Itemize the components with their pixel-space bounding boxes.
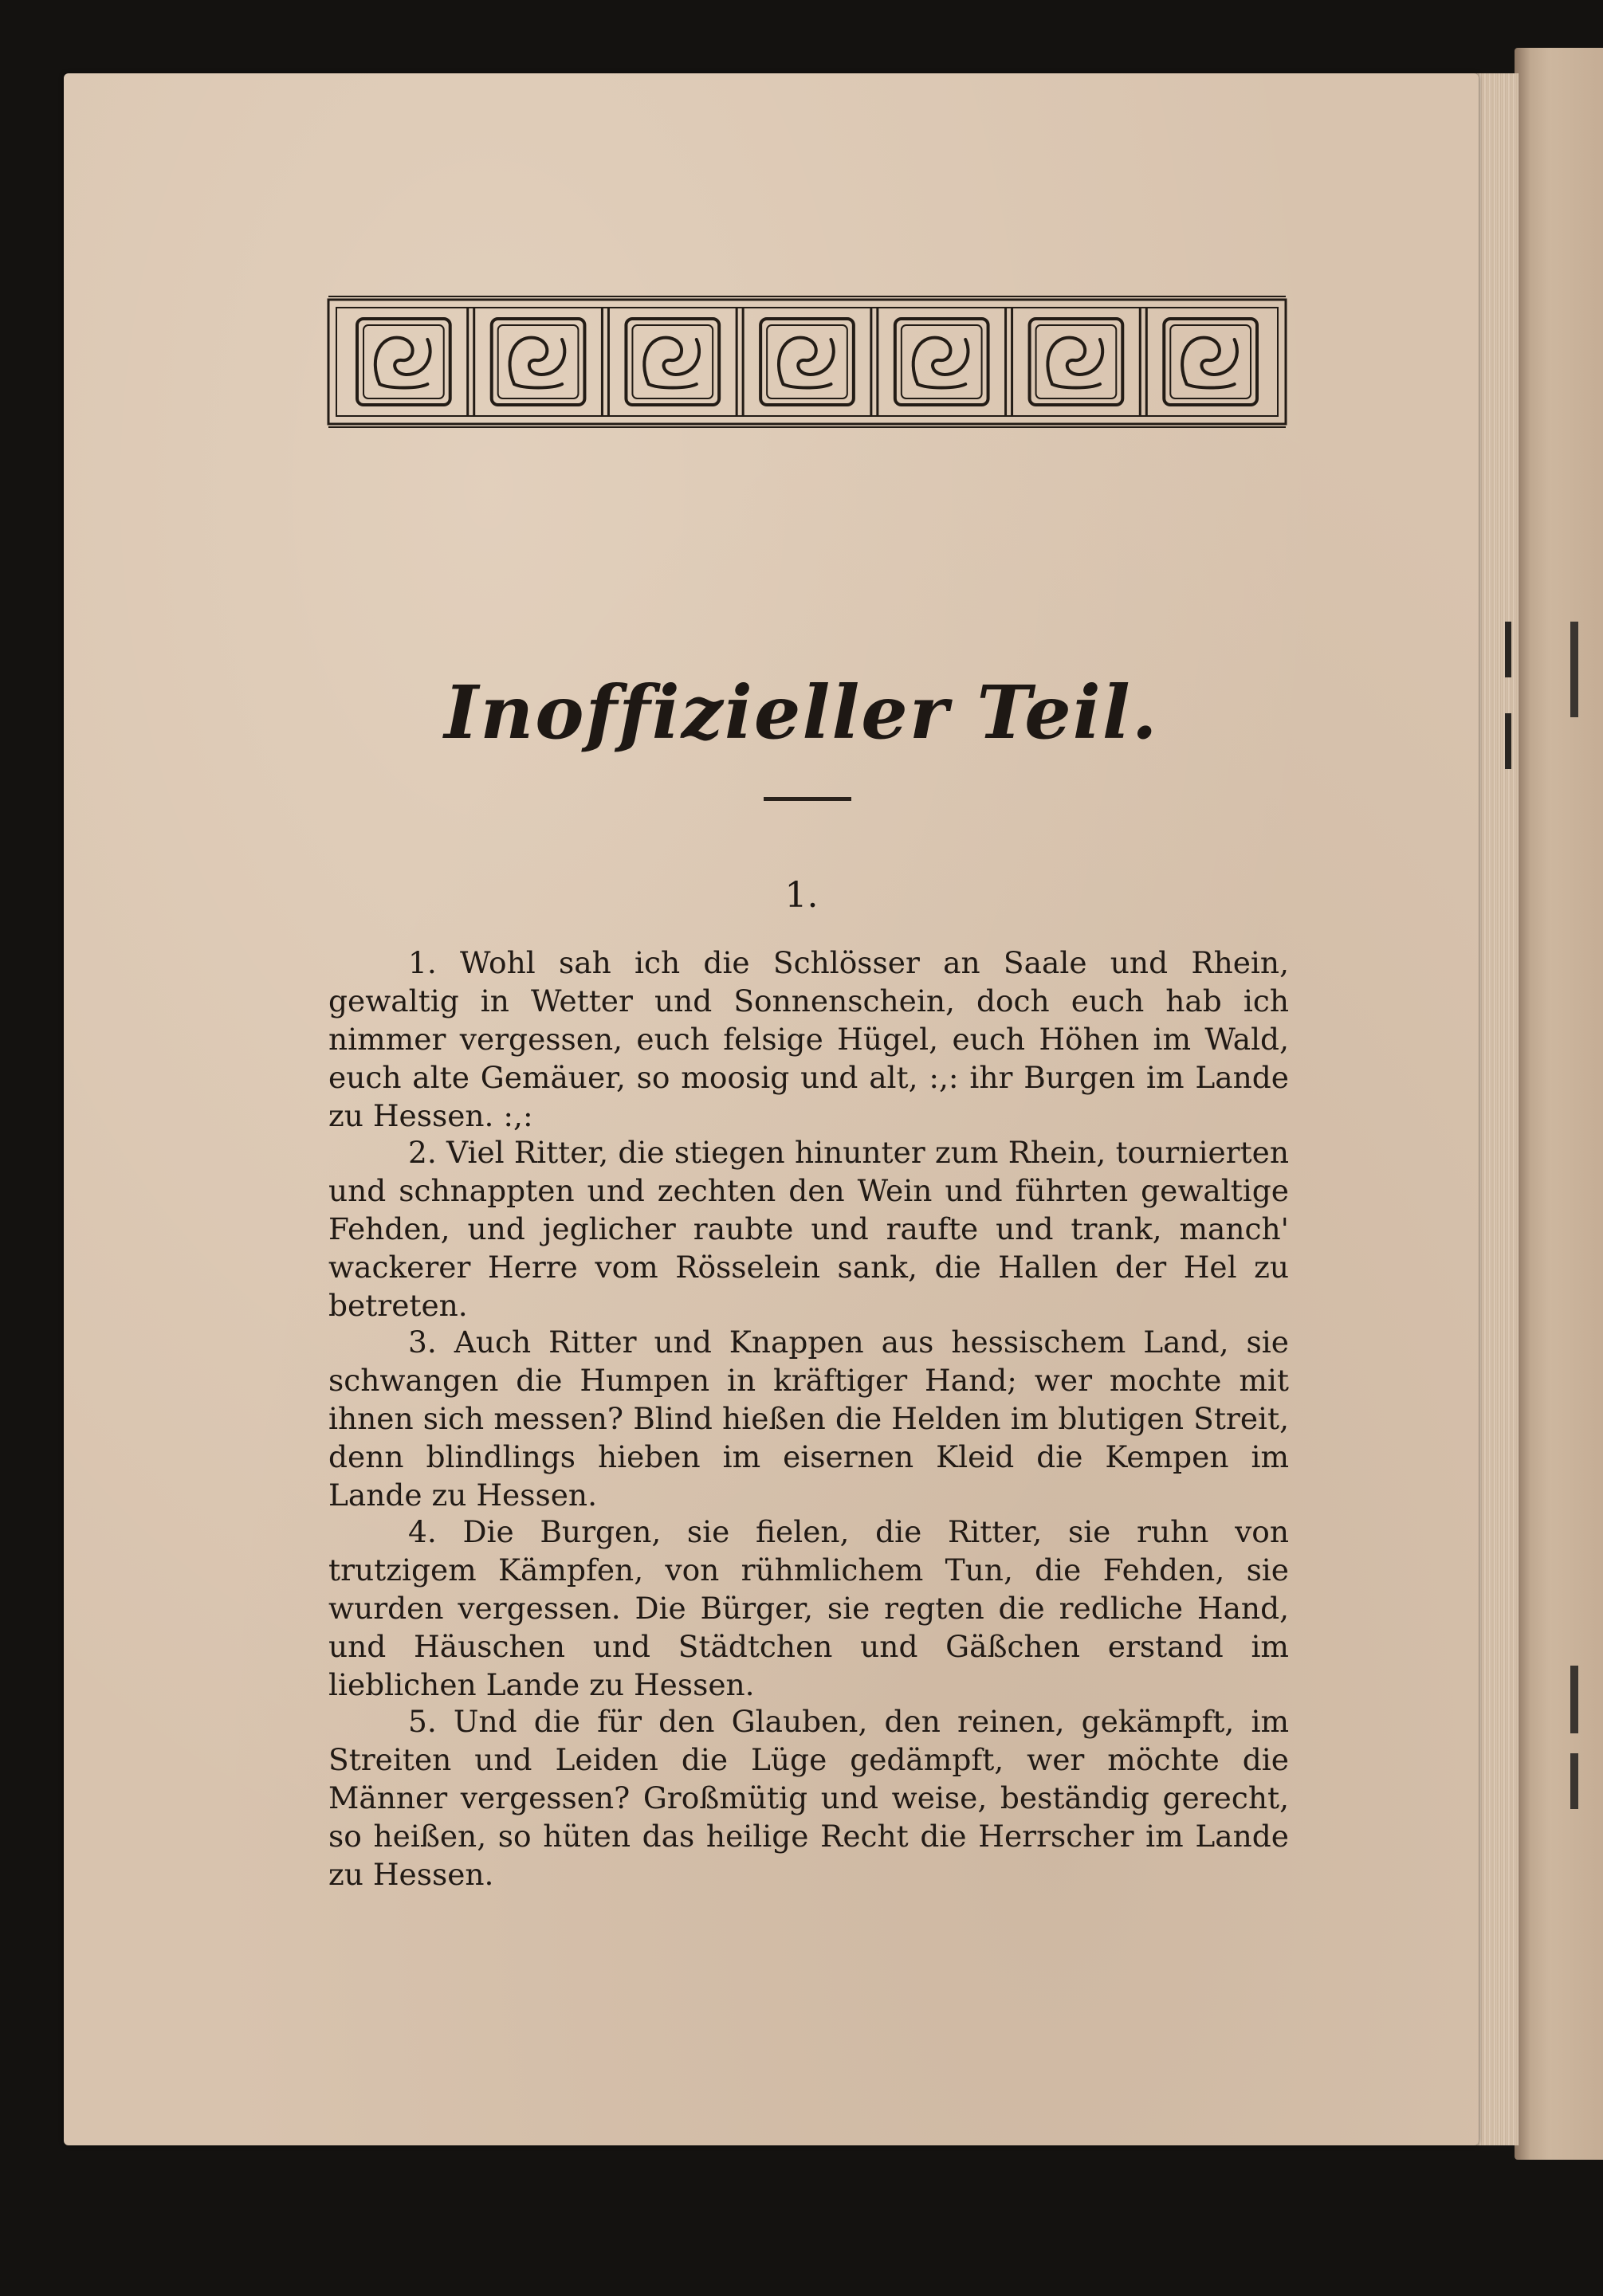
stanza-4: 4. Die Burgen, sie fielen, die Ritter, sie ruhn von trutzigem Kämpfen, von rühmlichem Tun, die Fehden, sie wurden vergessen. Die Bürger, sie regten die redliche Hand, und Häuschen und Städtchen und Gäßchen erstand im lieblichen Lande zu Hessen. xyxy=(328,1514,1289,1702)
stanza-3: 3. Auch Ritter und Knappen aus hessischem Land, sie schwangen die Humpen in kräftiger Hand; wer mochte mit ihnen sich messen? Blind hießen die Helden im blutigen Streit, denn blindlings hieben im eisernen Kleid die Kempen im Lande zu Hessen. xyxy=(328,1325,1289,1513)
stanza-5: 5. Und die für den Glauben, den reinen, gekämpft, im Streiten und Leiden die Lüge gedämpft, wer möchte die Männer vergessen? Großmütig und weise, beständig gerecht, so heißen, so hüten das heilige Recht die Herrscher im Lande zu Hessen. xyxy=(328,1704,1289,1892)
ornament-panel xyxy=(1140,308,1257,416)
stanza-1: 1. Wohl sah ich die Schlösser an Saale und Rhein, gewaltig in Wetter und Sonnenschein, doch euch hab ich nimmer vergessen, euch felsige Hügel, euch Höhen im Wald, euch alte Gemäuer, so moosig und alt, :,: ihr Burgen im Lande zu Hessen. :,: xyxy=(328,945,1289,1133)
ornamental-header-band xyxy=(327,293,1287,430)
ornament-panel xyxy=(468,308,585,416)
ornament-panel xyxy=(871,308,988,416)
ornament-panel xyxy=(1006,308,1123,416)
edge-tab xyxy=(1570,1753,1578,1809)
ornament-panel xyxy=(357,319,450,405)
title-divider xyxy=(764,797,851,801)
ornament-panel xyxy=(737,308,854,416)
edge-tab xyxy=(1570,1666,1578,1733)
stanza-2: 2. Viel Ritter, die stiegen hinunter zum Rhein, tournierten und schnappten und zechten den Wein und führten gewaltige Fehden, und jeglicher raubte und raufte und trank, manch' wackerer Herre vom Rösselein sank, die Hallen der Hel zu betreten. xyxy=(328,1135,1289,1323)
next-page-edge xyxy=(1515,48,1603,2160)
ornament-icon xyxy=(327,293,1287,430)
page-title: Inoffizieller Teil. xyxy=(444,669,1159,756)
ornament-panel xyxy=(602,308,719,416)
section-number: 1. xyxy=(784,875,819,916)
